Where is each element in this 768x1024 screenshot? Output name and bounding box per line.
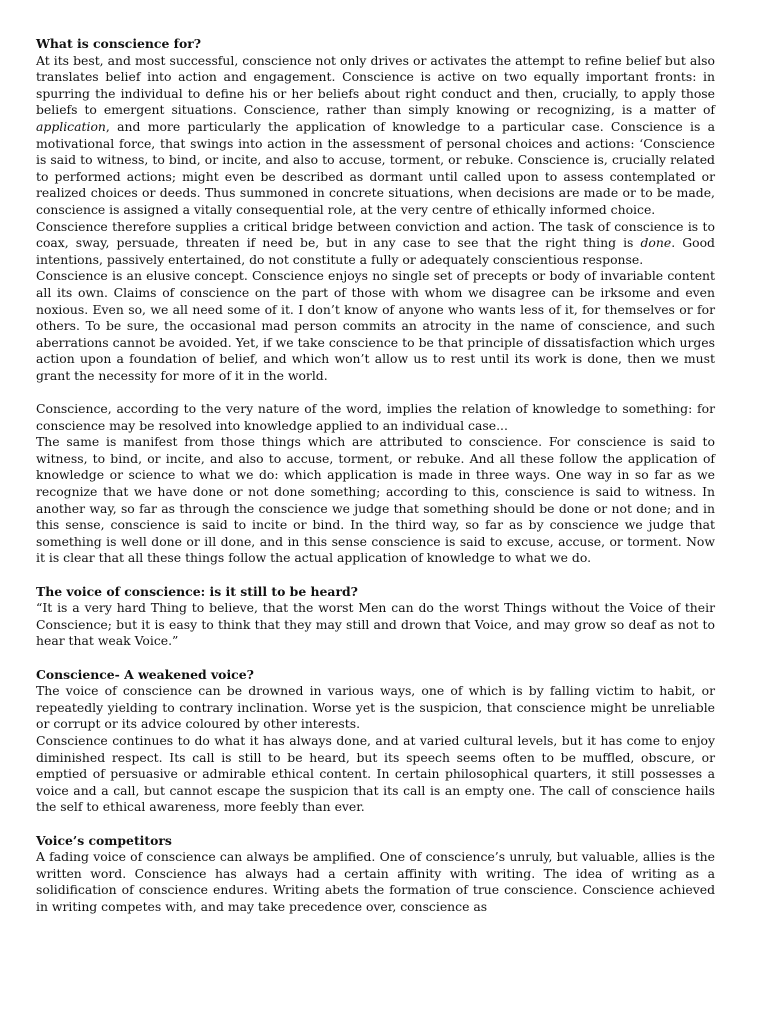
- paragraph: The voice of conscience can be drowned in various ways, one of which is by falling victim to habit, or repeatedly yielding to contrary inclination. Worse yet is the suspicion, that conscience might be unreliable or corrupt or its advice coloured by other interests.: [36, 683, 715, 732]
- section-heading-voice-of-conscience: The voice of conscience: is it still to be heard?: [36, 583, 358, 599]
- paragraph: [36, 53, 715, 219]
- section-heading-voices-competitors: Voice’s competitors: [36, 832, 172, 848]
- paragraph: Conscience, according to the very nature of the word, implies the relation of knowledge to something: for conscience may be resolved into knowledge applied to an individual case...: [36, 401, 715, 433]
- paragraph-text: At its best, and most successful, conscience not only drives or activates the attempt to refine belief but also translates belief into action and engagement. Conscience is active on two equally important fronts: in spurring the individual to define his or her beliefs about right conduct and then, crucially, to apply those beliefs to emergent situations. Conscience, rather than simply knowing or recognizing, is a matter of: [36, 52, 715, 118]
- paragraph: Conscience continues to do what it has always done, and at varied cultural levels, but it has come to enjoy diminished respect. Its call is still to be heard, but its speech seems often to be muffled, obscure, or emptied of persuasive or admirable ethical content. In certain philosophical quarters, it still possesses a voice and a call, but cannot escape the suspicion that its call is an empty one. The call of conscience hails the self to ethical awareness, more feebly than ever.: [36, 732, 715, 815]
- spacer: [36, 567, 715, 584]
- paragraph: The same is manifest from those things which are attributed to conscience. For conscience is said to witness, to bind, or incite, and also to accuse, torment, or rebuke. And all these follow the application of knowledge or science to what we do: which application is made in three ways. One way in so far as we recognize that we have done or not done something; according to this, conscience is said to witness. In another way, so far as through the conscience we judge that something should be done or not done; and in this sense, conscience is said to incite or bind. In the third way, so far as by conscience we judge that something is well done or ill done, and in this sense conscience is said to excuse, accuse, or torment. Now it is clear that all these things follow the actual application of knowledge to what we do.: [36, 434, 715, 566]
- paragraph: A fading voice of conscience can always be amplified. One of conscience’s unruly, but valuable, allies is the written word. Conscience has always had a certain affinity with writing. The idea of writing as a solidification of conscience endures. Writing abets the formation of true conscience. Conscience achieved in writing competes with, and may take precedence over, conscience as: [36, 849, 715, 914]
- section-heading-weakened-voice: Conscience- A weakened voice?: [36, 666, 254, 682]
- quote-paragraph: “It is a very hard Thing to believe, that the worst Men can do the worst Things without the Voice of their Conscience; but it is easy to think that they may still and drown that Voice, and may grow so deaf as not to hear that weak Voice.”: [36, 600, 715, 649]
- paragraph: Conscience is an elusive concept. Conscience enjoys no single set of precepts or body of invariable content all its own. Claims of conscience on the part of those with whom we disagree can be irksome and even noxious. Even so, we all need some of it. I don’t know of anyone who wants less of it, for themselves or for others. To be sure, the occasional mad person commits an atrocity in the name of conscience, and such aberrations cannot be avoided. Yet, if we take conscience to be that principle of dissatisfaction which urges action upon a foundation of belief, and which won’t allow us to rest until its work is done, then we must grant the necessity for more of it in the world.: [36, 268, 715, 383]
- paragraph: [36, 219, 715, 269]
- paragraph-text: . Good intentions, passively entertained, do not constitute a fully or adequately conscientious response.: [36, 235, 715, 267]
- paragraph-text: , and more particularly the application of knowledge to a particular case. Conscience is a motivational force, that swings into action in the assessment of personal choices and actions: ‘Conscience is said to witness, to bind, or incite, and also to accuse, torment, or rebuke. Conscience is, crucially related to performed actions; might even be described as dormant until called upon to assess contemplated or realized choices or deeds. Thus summoned in concrete situations, when decisions are made or to be made, conscience is assigned a vitally consequential role, at the very centre of ethically informed choice.: [36, 118, 715, 217]
- document-page: [36, 36, 715, 915]
- spacer: [36, 650, 715, 667]
- emphasis-text: application: [36, 118, 106, 134]
- spacer: [36, 816, 715, 833]
- emphasis-text: done: [640, 235, 672, 251]
- section-heading-what-is-conscience-for: What is conscience for?: [36, 36, 202, 51]
- paragraph-text: Conscience therefore supplies a critical bridge between conviction and action. The task of conscience is to coax, sway, persuade, threaten if need be, but in any case to see that the right thing is: [36, 218, 715, 251]
- spacer: [36, 384, 715, 401]
